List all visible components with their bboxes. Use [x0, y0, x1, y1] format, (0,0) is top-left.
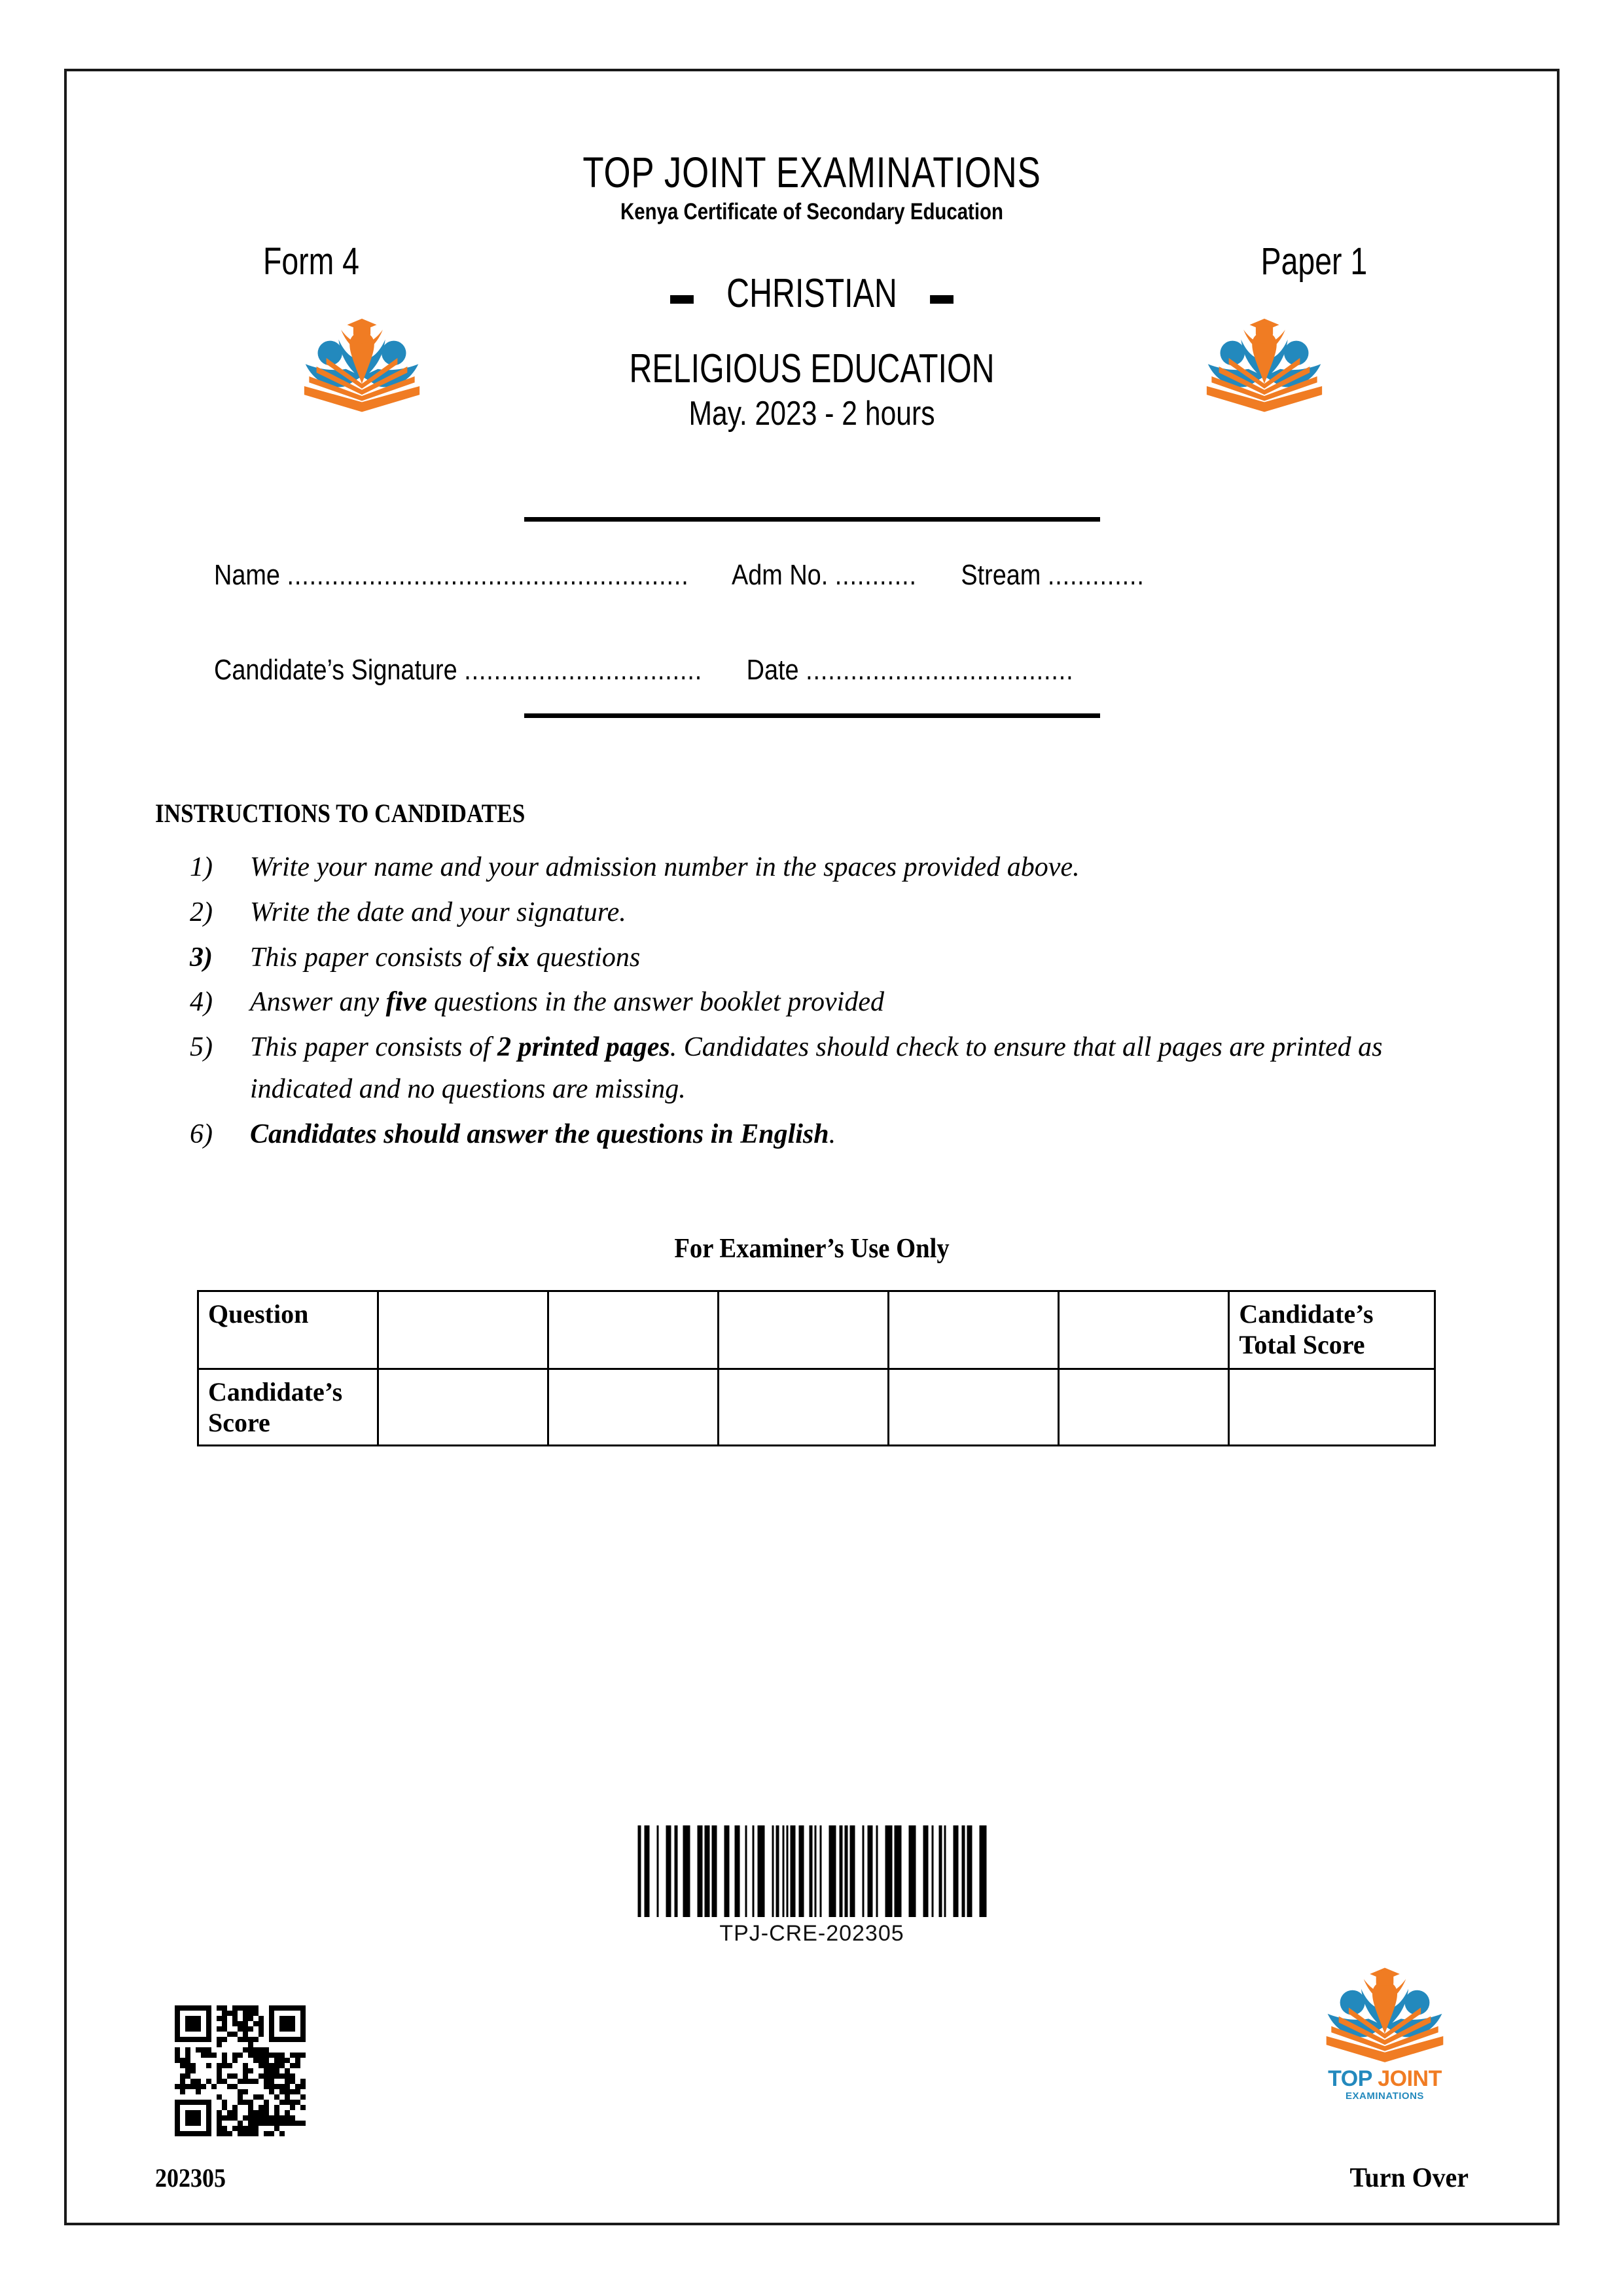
score-cell[interactable]	[718, 1369, 888, 1446]
barcode-bar	[658, 1825, 666, 1917]
barcode-bar	[724, 1825, 729, 1917]
instruction-text: Write your name and your admission number in the spaces provided above.	[250, 852, 1080, 882]
instruction-text: This paper consists of six questions	[250, 942, 641, 973]
score-cell[interactable]	[548, 1369, 718, 1446]
adm-no-input-line[interactable]: ...........	[834, 559, 917, 591]
barcode-bar	[979, 1825, 986, 1917]
subject-title-row	[67, 234, 1557, 391]
dash-right-icon	[930, 295, 954, 304]
table-row	[198, 1291, 1435, 1369]
top-joint-logo-footer	[1310, 1956, 1460, 2102]
barcode-bar	[690, 1825, 697, 1917]
barcode	[637, 1825, 986, 1946]
instruction-text: Candidates should answer the questions in English.	[250, 1119, 836, 1149]
page-title: TOP JOINT EXAMINATIONS	[582, 148, 1041, 196]
instruction-item	[190, 982, 1472, 1024]
barcode-bar	[697, 1825, 702, 1917]
barcode-bar	[677, 1825, 683, 1917]
adm-no-field-label: Adm No.	[732, 559, 829, 591]
barcode-bar	[649, 1825, 656, 1917]
score-cell[interactable]	[378, 1291, 548, 1369]
barcode-bar	[729, 1825, 734, 1917]
name-field-label: Name	[214, 559, 280, 591]
barcode-bar	[946, 1825, 953, 1917]
barcode-bar	[849, 1825, 855, 1917]
qr-code	[175, 2005, 303, 2134]
instruction-text: Write the date and your signature.	[250, 897, 626, 927]
exam-subtitle: Kenya Certificate of Secondary Education	[620, 199, 1003, 225]
instruction-number: 2)	[190, 897, 213, 927]
instruction-item	[190, 892, 1472, 934]
candidate-identity-row	[214, 559, 1302, 592]
barcode-bar	[916, 1825, 923, 1917]
instruction-text: This paper consists of 2 printed pages. Candidates should check to ensure that all pages are printed as indicated and no questions are missing.	[250, 1032, 1383, 1105]
instructions-heading: INSTRUCTIONS TO CANDIDATES	[155, 798, 526, 828]
barcode-bar	[734, 1825, 740, 1917]
instruction-number: 5)	[190, 1032, 213, 1063]
barcode-bar	[867, 1825, 872, 1917]
barcode-bar	[923, 1825, 928, 1917]
signature-field-label: Candidate’s Signature	[214, 654, 457, 686]
form-label: Form 4	[263, 240, 359, 283]
barcode-bar	[933, 1825, 938, 1917]
wordmark-top: TOP	[1328, 2066, 1372, 2091]
total-score-cell[interactable]	[1229, 1369, 1435, 1446]
barcode-bar	[747, 1825, 752, 1917]
barcode-bar	[704, 1825, 709, 1917]
candidate-signature-row	[214, 654, 1302, 687]
table-row-label: Candidate’s Score	[198, 1369, 378, 1446]
dash-left-icon	[670, 295, 694, 304]
barcode-bar	[644, 1825, 649, 1917]
top-joint-mark-icon	[1323, 1956, 1447, 2066]
barcode-bar	[953, 1825, 958, 1917]
barcode-bar	[894, 1825, 901, 1917]
score-cell[interactable]	[889, 1369, 1059, 1446]
barcode-bar	[804, 1825, 809, 1917]
score-cell[interactable]	[1059, 1291, 1229, 1369]
score-cell[interactable]	[718, 1291, 888, 1369]
total-score-header: Candidate’s Total Score	[1229, 1291, 1435, 1369]
instruction-number: 6)	[190, 1119, 213, 1149]
wordmark-joint: JOINT	[1378, 2066, 1442, 2091]
instruction-text: Answer any five questions in the answer booklet provided	[250, 987, 884, 1018]
stream-field-label: Stream	[961, 559, 1041, 591]
barcode-caption: TPJ-CRE-202305	[719, 1921, 904, 1946]
name-input-line[interactable]: ......................................................	[287, 559, 689, 591]
instruction-item	[190, 1114, 1472, 1156]
barcode-bar	[821, 1825, 829, 1917]
barcode-bar	[972, 1825, 979, 1917]
stream-input-line[interactable]: .............	[1047, 559, 1145, 591]
table-row-label: Question	[198, 1291, 378, 1369]
barcode-bar	[967, 1825, 972, 1917]
instruction-item	[190, 847, 1472, 889]
divider-rule-top	[524, 517, 1100, 522]
barcode-bar	[878, 1825, 885, 1917]
date-input-line[interactable]: ....................................	[806, 654, 1074, 686]
wordmark-sublabel: EXAMINATIONS	[1346, 2090, 1424, 2102]
barcode-bar	[757, 1825, 764, 1917]
barcode-bar	[717, 1825, 724, 1917]
barcode-bars	[637, 1825, 986, 1917]
date-field-label: Date	[746, 654, 799, 686]
table-row	[198, 1369, 1435, 1446]
exam-header	[67, 150, 1557, 433]
barcode-bar	[855, 1825, 862, 1917]
subject-line-secondary: RELIGIOUS EDUCATION	[629, 346, 995, 392]
barcode-bar	[740, 1825, 745, 1917]
subject-name-part1: CHRISTIAN	[726, 271, 897, 317]
barcode-bar	[790, 1825, 795, 1917]
instruction-item	[190, 937, 1472, 979]
score-cell[interactable]	[889, 1291, 1059, 1369]
instruction-number: 1)	[190, 852, 213, 882]
barcode-bar	[908, 1825, 916, 1917]
exam-paper-page	[64, 69, 1560, 2225]
signature-input-line[interactable]: ................................	[464, 654, 703, 686]
instruction-item	[190, 1027, 1472, 1111]
footer-paper-code: 202305	[155, 2163, 226, 2193]
top-joint-wordmark	[1310, 2068, 1460, 2090]
paper-label: Paper 1	[1260, 240, 1367, 283]
examiner-table-heading: For Examiner’s Use Only	[674, 1234, 950, 1264]
score-cell[interactable]	[378, 1369, 548, 1446]
score-cell[interactable]	[548, 1291, 718, 1369]
exam-date: May. 2023 - 2 hours	[688, 395, 935, 433]
barcode-bar	[683, 1825, 690, 1917]
examiner-score-table	[197, 1290, 1436, 1446]
instructions-list	[190, 847, 1472, 1159]
barcode-bar	[711, 1825, 717, 1917]
instruction-number: 4)	[190, 987, 213, 1018]
instruction-number: 3)	[190, 942, 213, 973]
barcode-bar	[764, 1825, 772, 1917]
score-cell[interactable]	[1059, 1369, 1229, 1446]
qr-code-svg	[175, 2005, 306, 2136]
barcode-bar	[666, 1825, 671, 1917]
barcode-bar	[829, 1825, 836, 1917]
barcode-bar	[901, 1825, 908, 1917]
footer-turn-over: Turn Over	[1349, 2163, 1469, 2193]
barcode-bar	[885, 1825, 892, 1917]
barcode-bar	[798, 1825, 804, 1917]
divider-rule-bottom	[524, 713, 1100, 718]
